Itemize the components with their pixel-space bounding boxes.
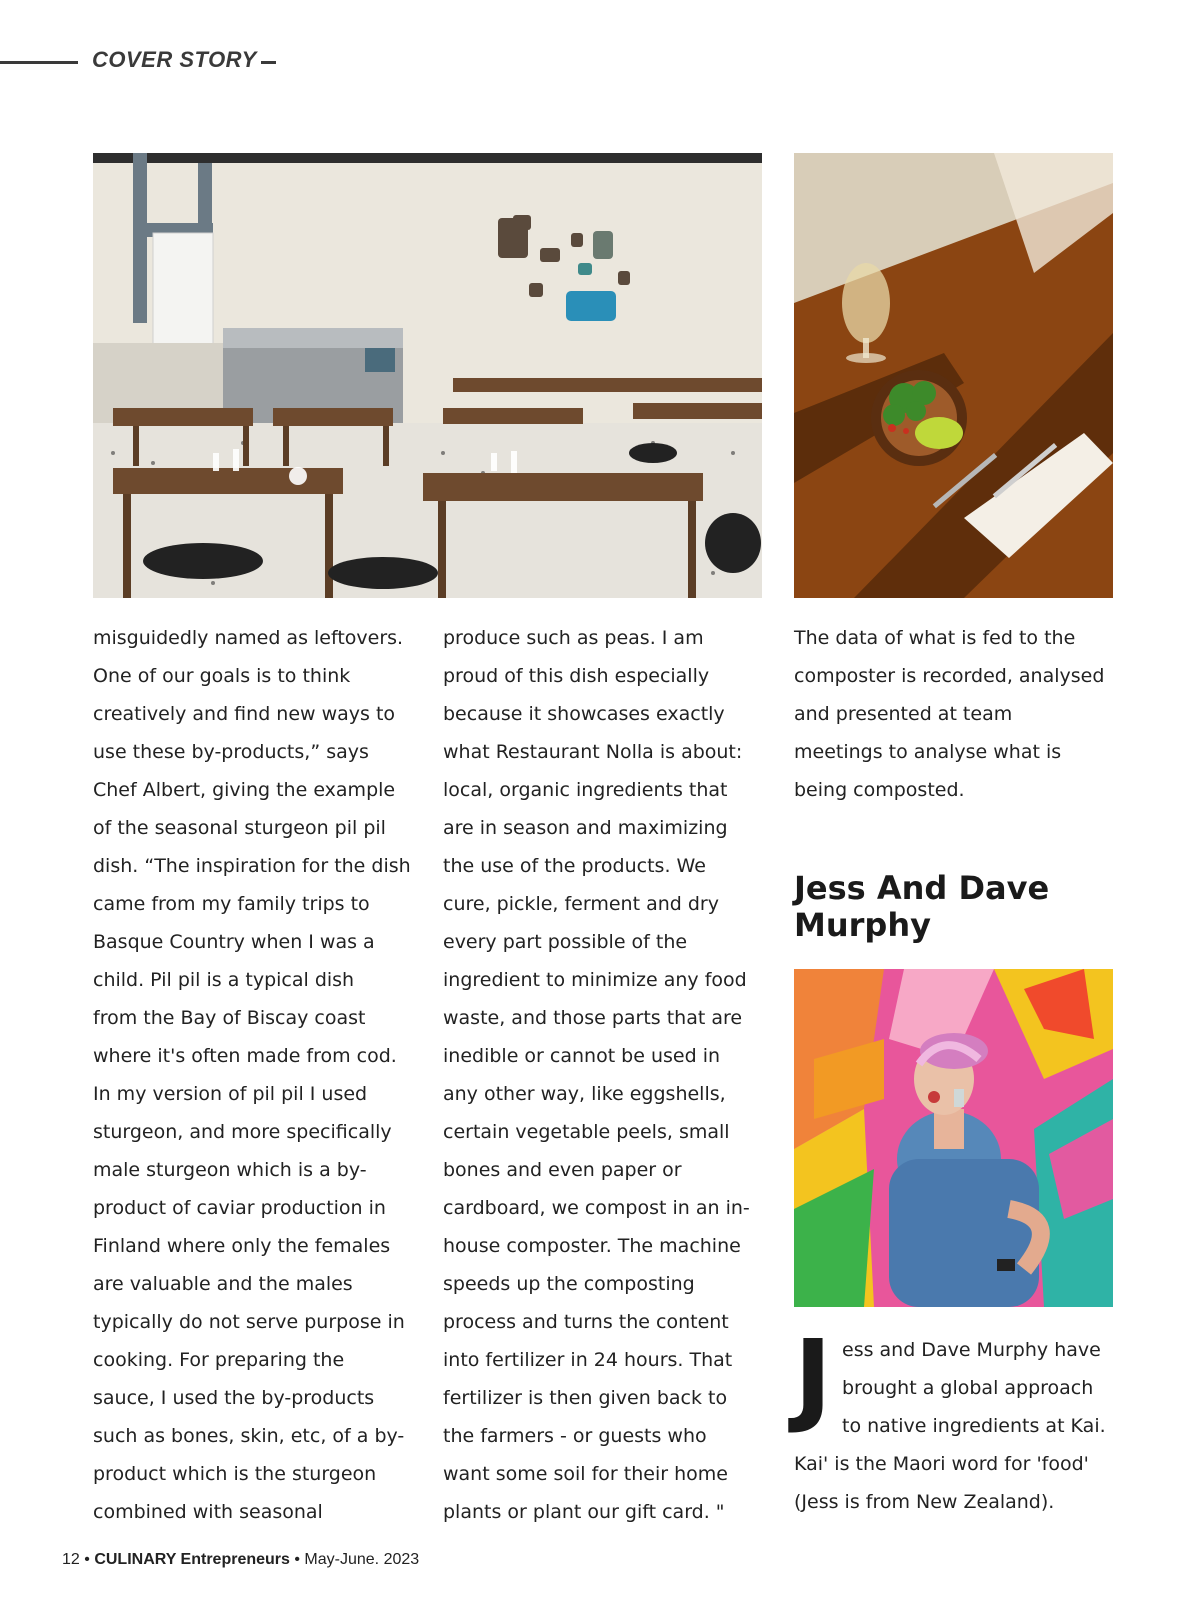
text-line: came from my family trips to xyxy=(93,893,370,915)
portrait-photo xyxy=(794,969,1113,1307)
text-line: are valuable and the males xyxy=(93,1273,353,1295)
text-line: because it showcases exactly xyxy=(443,703,725,725)
text-line: (Jess is from New Zealand). xyxy=(794,1491,1055,1513)
text-line: any other way, like eggshells, xyxy=(443,1083,726,1105)
text-line: One of our goals is to think xyxy=(93,665,351,687)
article-column-3 xyxy=(794,619,1114,809)
text-line: local, organic ingredients that xyxy=(443,779,728,801)
text-line: dish. “The inspiration for the dish xyxy=(93,855,411,877)
text-line: certain vegetable peels, small xyxy=(443,1121,730,1143)
text-line: Chef Albert, giving the example xyxy=(93,779,396,801)
section-label: COVER STORY xyxy=(92,47,257,72)
restaurant-photo xyxy=(93,153,762,598)
text-line: produce such as peas. I am xyxy=(443,627,704,649)
text-line: speeds up the composting xyxy=(443,1273,695,1295)
text-line: typically do not serve purpose in xyxy=(93,1311,405,1333)
text-line: Basque Country when I was a xyxy=(93,931,375,953)
text-line: of the seasonal sturgeon pil pil xyxy=(93,817,386,839)
text-line: use these by-products,” says xyxy=(93,741,369,763)
text-line: child. Pil pil is a typical dish xyxy=(93,969,355,991)
article-column-1 xyxy=(93,619,418,1531)
footer-separator: • xyxy=(294,1551,300,1568)
text-line: what Restaurant Nolla is about: xyxy=(443,741,743,763)
text-line: waste, and those parts that are xyxy=(443,1007,743,1029)
text-line: cure, pickle, ferment and dry xyxy=(443,893,719,915)
text-line: process and turns the content xyxy=(443,1311,729,1333)
text-line: Finland where only the females xyxy=(93,1235,391,1257)
header-rule-right xyxy=(261,61,276,64)
header-rule-left xyxy=(0,61,78,64)
subhead-line-2: Murphy xyxy=(794,906,931,944)
text-line: house composter. The machine xyxy=(443,1235,741,1257)
text-line: ingredient to minimize any food xyxy=(443,969,747,991)
text-line: being composted. xyxy=(794,779,965,801)
text-line: inedible or cannot be used in xyxy=(443,1045,721,1067)
text-line: where it's often made from cod. xyxy=(93,1045,397,1067)
text-line: proud of this dish especially xyxy=(443,665,710,687)
drop-cap-paragraph-top xyxy=(842,1331,1122,1445)
text-line: product which is the sturgeon xyxy=(93,1463,377,1485)
text-line: plants or plant our gift card. " xyxy=(443,1501,725,1523)
text-line: fertilizer is then given back to xyxy=(443,1387,728,1409)
text-line: are in season and maximizing xyxy=(443,817,728,839)
text-line: misguidedly named as leftovers. xyxy=(93,627,404,649)
text-line: to native ingredients at Kai. xyxy=(842,1415,1106,1437)
section-subhead xyxy=(794,870,1114,944)
article-column-2 xyxy=(443,619,763,1531)
dish-photo xyxy=(794,153,1113,598)
footer-separator: • xyxy=(84,1551,90,1568)
text-line: creatively and find new ways to xyxy=(93,703,396,725)
text-line: from the Bay of Biscay coast xyxy=(93,1007,366,1029)
page-footer xyxy=(62,1551,419,1569)
drop-cap-paragraph-bottom xyxy=(794,1445,1124,1521)
text-line: the use of the products. We xyxy=(443,855,706,877)
text-line: such as bones, skin, etc, of a by- xyxy=(93,1425,405,1447)
text-line: In my version of pil pil I used xyxy=(93,1083,368,1105)
text-line: male sturgeon which is a by- xyxy=(93,1159,367,1181)
page-number: 12 xyxy=(62,1551,80,1568)
text-line: meetings to analyse what is xyxy=(794,741,1062,763)
text-line: want some soil for their home xyxy=(443,1463,728,1485)
text-line: every part possible of the xyxy=(443,931,688,953)
text-line: brought a global approach xyxy=(842,1377,1094,1399)
text-line: the farmers - or guests who xyxy=(443,1425,707,1447)
issue-date: May-June. 2023 xyxy=(304,1551,420,1568)
text-line: ess and Dave Murphy have xyxy=(842,1339,1101,1361)
text-line: cooking. For preparing the xyxy=(93,1349,345,1371)
text-line: cardboard, we compost in an in- xyxy=(443,1197,750,1219)
text-line: sturgeon, and more specifically xyxy=(93,1121,392,1143)
text-line: bones and even paper or xyxy=(443,1159,682,1181)
drop-cap-letter: J xyxy=(794,1318,832,1437)
text-line: The data of what is fed to the xyxy=(794,627,1076,649)
text-line: sauce, I used the by-products xyxy=(93,1387,375,1409)
text-line: Kai' is the Maori word for 'food' xyxy=(794,1453,1089,1475)
text-line: combined with seasonal xyxy=(93,1501,323,1523)
magazine-name: CULINARY Entrepreneurs xyxy=(94,1551,290,1568)
text-line: into fertilizer in 24 hours. That xyxy=(443,1349,733,1371)
text-line: and presented at team xyxy=(794,703,1013,725)
text-line: composter is recorded, analysed xyxy=(794,665,1105,687)
text-line: product of caviar production in xyxy=(93,1197,386,1219)
subhead-line-1: Jess And Dave xyxy=(794,869,1050,907)
